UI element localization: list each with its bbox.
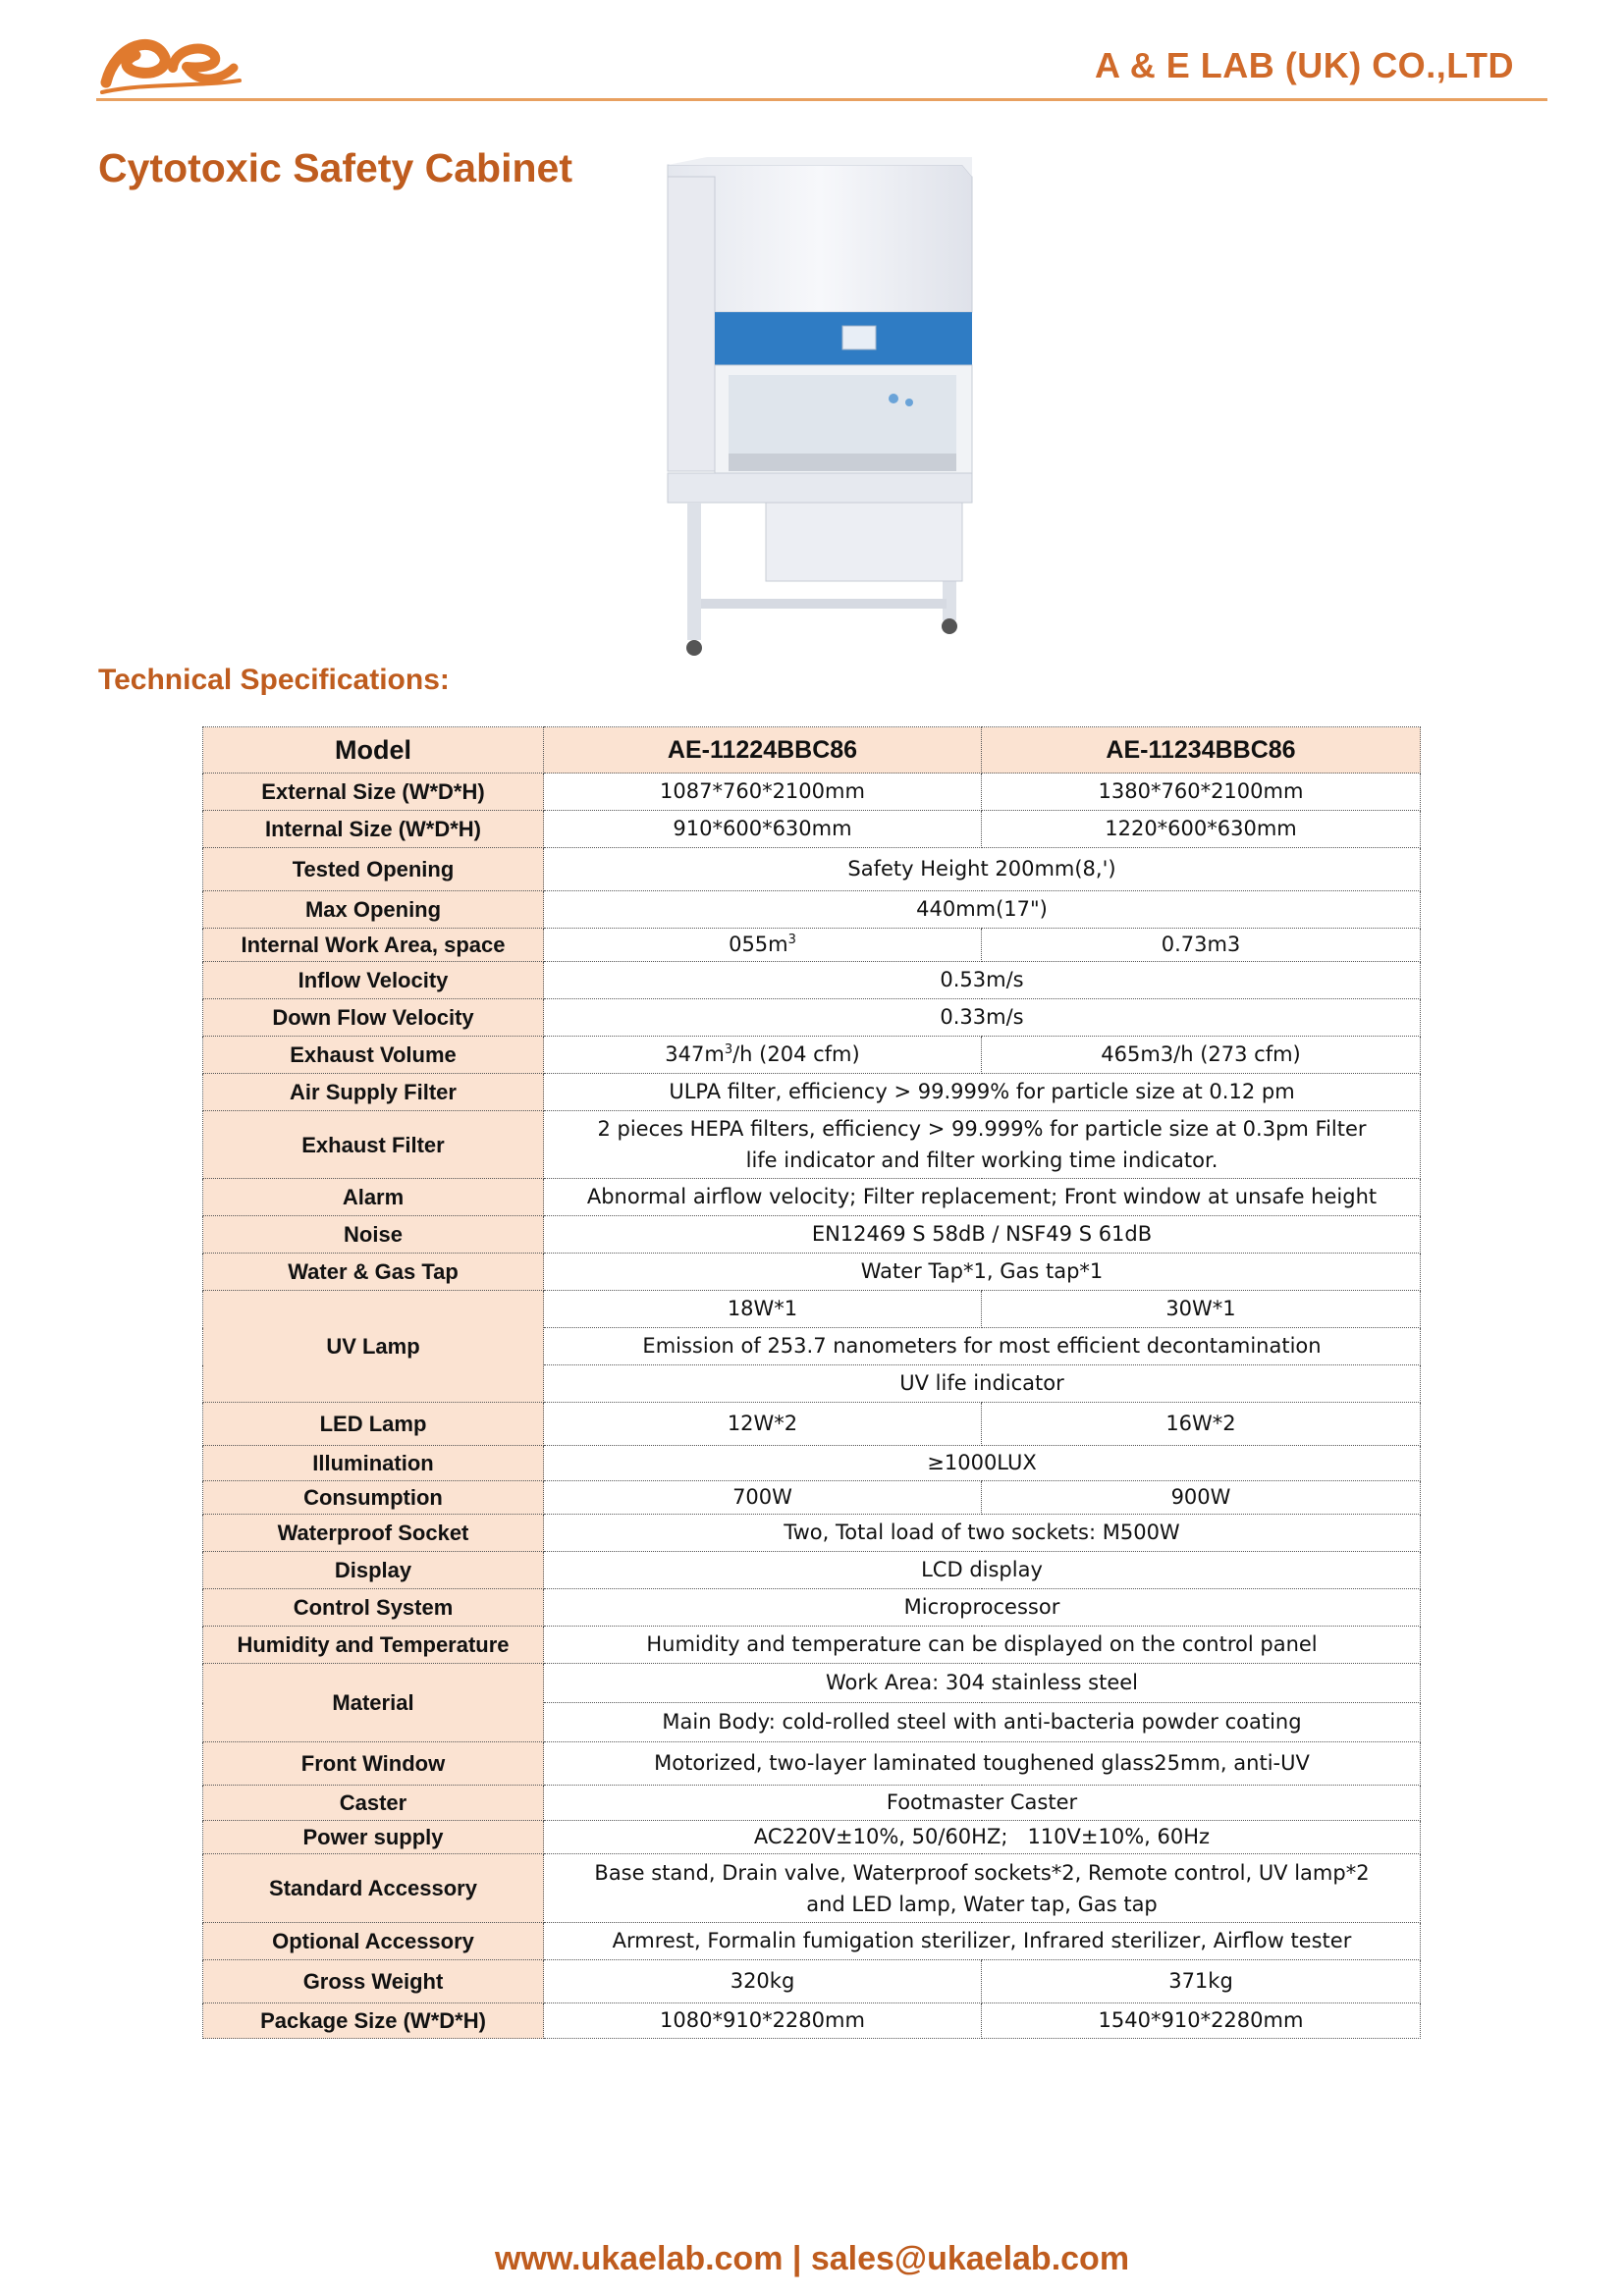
table-row xyxy=(203,891,1421,929)
row-value: Humidity and temperature can be displayed on the control panel xyxy=(544,1627,1421,1664)
row-value: 30W*1 xyxy=(982,1291,1421,1328)
footer-contact: www.ukaelab.com | sales@ukaelab.com xyxy=(494,2240,1130,2277)
row-label: Waterproof Socket xyxy=(203,1515,544,1552)
row-value: EN12469 S 58dB / NSF49 S 61dB xyxy=(544,1216,1421,1254)
row-label: UV Lamp xyxy=(203,1291,544,1403)
row-label: Gross Weight xyxy=(203,1960,544,2003)
table-row xyxy=(203,929,1421,962)
row-value: ≥1000LUX xyxy=(544,1446,1421,1481)
row-value: Abnormal airflow velocity; Filter replacement; Front window at unsafe height xyxy=(544,1179,1421,1216)
table-row xyxy=(203,2003,1421,2039)
row-label: Down Flow Velocity xyxy=(203,999,544,1037)
row-value: 0.33m/s xyxy=(544,999,1421,1037)
row-label: Internal Size (W*D*H) xyxy=(203,811,544,848)
row-value: $347m^3/h$ (204 cfm) xyxy=(544,1037,982,1074)
table-row xyxy=(203,1589,1421,1627)
table-row xyxy=(203,1923,1421,1960)
row-value: 1087*760*2100mm xyxy=(544,774,982,811)
row-label: Front Window xyxy=(203,1742,544,1786)
row-label: External Size (W*D*H) xyxy=(203,774,544,811)
company-logo xyxy=(96,14,244,98)
row-value: 1380*760*2100mm xyxy=(982,774,1421,811)
row-value: Motorized, two-layer laminated toughened glass25mm, anti-UV xyxy=(544,1742,1421,1786)
table-row xyxy=(203,848,1421,891)
row-value: 465m3/h (273 cfm) xyxy=(982,1037,1421,1074)
table-row xyxy=(203,1254,1421,1291)
table-row xyxy=(203,1960,1421,2003)
row-label: Material xyxy=(203,1664,544,1742)
table-row xyxy=(203,1403,1421,1446)
table-row xyxy=(203,1515,1421,1552)
spec-table xyxy=(202,726,1421,2039)
model-label: Model xyxy=(203,727,544,774)
row-label: Illumination xyxy=(203,1446,544,1481)
row-label: LED Lamp xyxy=(203,1403,544,1446)
table-row xyxy=(203,811,1421,848)
row-label: Consumption xyxy=(203,1481,544,1515)
model-2: AE-11234BBC86 xyxy=(982,727,1421,774)
table-row xyxy=(203,1216,1421,1254)
table-row xyxy=(203,1037,1421,1074)
row-value: 0.73m3 xyxy=(982,929,1421,962)
row-value: Main Body: cold-rolled steel with anti-bacteria powder coating xyxy=(544,1703,1421,1742)
row-label: Inflow Velocity xyxy=(203,962,544,999)
row-value: 1220*600*630mm xyxy=(982,811,1421,848)
row-value: Water Tap*1, Gas tap*1 xyxy=(544,1254,1421,1291)
table-row xyxy=(203,1854,1421,1923)
row-value: 700W xyxy=(544,1481,982,1515)
table-row xyxy=(203,727,1421,774)
table-row xyxy=(203,1627,1421,1664)
table-row xyxy=(203,1481,1421,1515)
row-value: 16W*2 xyxy=(982,1403,1421,1446)
row-value: Work Area: 304 stainless steel xyxy=(544,1664,1421,1703)
model-1: AE-11224BBC86 xyxy=(544,727,982,774)
row-value: Microprocessor xyxy=(544,1589,1421,1627)
row-value: 12W*2 xyxy=(544,1403,982,1446)
row-label: Control System xyxy=(203,1589,544,1627)
row-label: Water & Gas Tap xyxy=(203,1254,544,1291)
row-label: Max Opening xyxy=(203,891,544,929)
row-label: Exhaust Filter xyxy=(203,1111,544,1179)
table-row xyxy=(203,962,1421,999)
row-value: 910*600*630mm xyxy=(544,811,982,848)
table-row xyxy=(203,1179,1421,1216)
row-value: LCD display xyxy=(544,1552,1421,1589)
row-value: ULPA filter, efficiency > 99.999% for particle size at 0.12 pm xyxy=(544,1074,1421,1111)
row-value: Armrest, Formalin fumigation sterilizer, Infrared sterilizer, Airflow tester xyxy=(544,1923,1421,1960)
row-label: Air Supply Filter xyxy=(203,1074,544,1111)
row-label: Optional Accessory xyxy=(203,1923,544,1960)
row-value: 1540*910*2280mm xyxy=(982,2003,1421,2039)
header-divider xyxy=(96,98,1547,101)
row-value: UV life indicator xyxy=(544,1365,1421,1403)
row-label: Humidity and Temperature xyxy=(203,1627,544,1664)
table-row xyxy=(203,1786,1421,1821)
table-row xyxy=(203,1291,1421,1328)
table-row xyxy=(203,1742,1421,1786)
row-value: 900W xyxy=(982,1481,1421,1515)
safety-cabinet-image xyxy=(648,157,982,667)
table-row xyxy=(203,1821,1421,1854)
row-value: AC220V±10%, 50/60HZ; 110V±10%, 60Hz xyxy=(544,1821,1421,1854)
row-value: 440mm(17") xyxy=(544,891,1421,929)
row-value: Safety Height 200mm(8,') xyxy=(544,848,1421,891)
row-label: Display xyxy=(203,1552,544,1589)
table-row xyxy=(203,1074,1421,1111)
table-row xyxy=(203,1552,1421,1589)
row-value: Footmaster Caster xyxy=(544,1786,1421,1821)
row-label: Standard Accessory xyxy=(203,1854,544,1923)
row-label: Alarm xyxy=(203,1179,544,1216)
row-label: Caster xyxy=(203,1786,544,1821)
row-value: Base stand, Drain valve, Waterproof sockets*2, Remote control, UV lamp*2 and LED lamp, Water tap, Gas tap xyxy=(544,1854,1421,1923)
row-value: 371kg xyxy=(982,1960,1421,2003)
row-label: Noise xyxy=(203,1216,544,1254)
table-row xyxy=(203,774,1421,811)
table-row xyxy=(203,1664,1421,1703)
row-label: Power supply xyxy=(203,1821,544,1854)
table-row xyxy=(203,1111,1421,1179)
row-label: Internal Work Area, space xyxy=(203,929,544,962)
row-value: 18W*1 xyxy=(544,1291,982,1328)
row-label: Package Size (W*D*H) xyxy=(203,2003,544,2039)
row-label: Tested Opening xyxy=(203,848,544,891)
row-value: Two, Total load of two sockets: M500W xyxy=(544,1515,1421,1552)
row-value: Emission of 253.7 nanometers for most efficient decontamination xyxy=(544,1328,1421,1365)
spec-heading: Technical Specifications: xyxy=(98,664,450,696)
company-name: A & E LAB (UK) CO.,LTD xyxy=(1095,45,1514,85)
row-value: 320kg xyxy=(544,1960,982,2003)
row-value: $055m^3$ xyxy=(544,929,982,962)
row-value: 2 pieces HEPA filters, efficiency > 99.999% for particle size at 0.3pm Filter life indicator and filter working time indicator. xyxy=(544,1111,1421,1179)
page-title: Cytotoxic Safety Cabinet xyxy=(98,145,572,190)
row-value: 0.53m/s xyxy=(544,962,1421,999)
table-row xyxy=(203,1446,1421,1481)
row-label: Exhaust Volume xyxy=(203,1037,544,1074)
table-row xyxy=(203,999,1421,1037)
row-value: 1080*910*2280mm xyxy=(544,2003,982,2039)
